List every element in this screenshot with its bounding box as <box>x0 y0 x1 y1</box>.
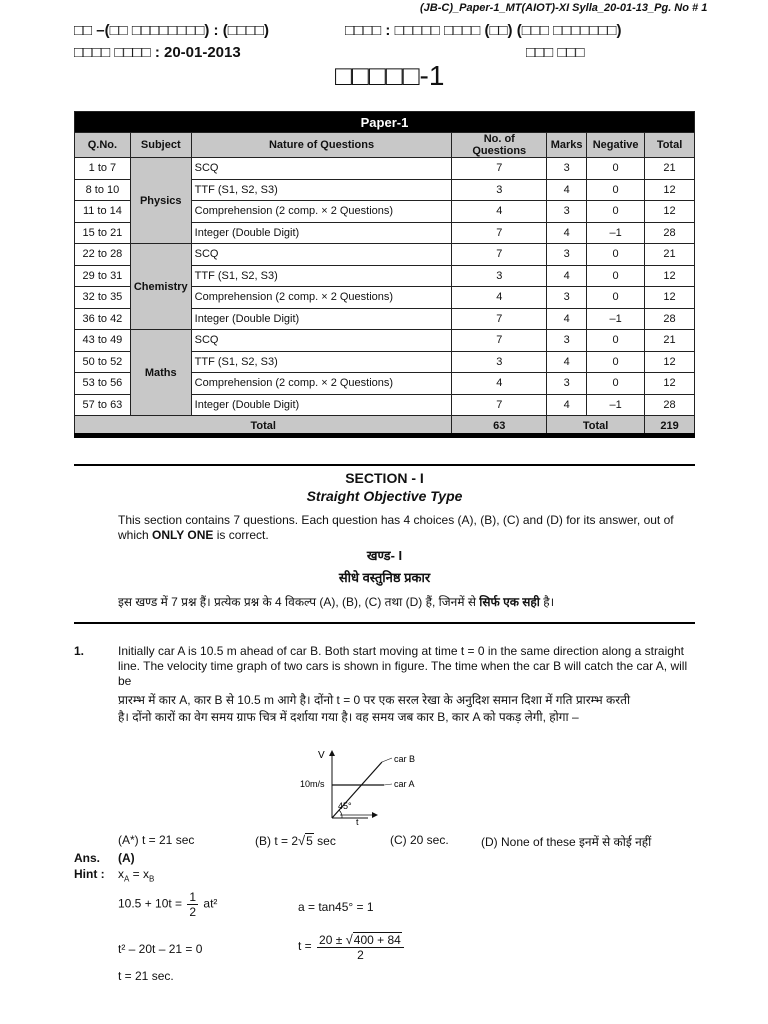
cell-negative: 0 <box>587 265 645 287</box>
option-a: (A*) t = 21 sec <box>118 833 195 847</box>
cell-nature: SCQ <box>191 330 452 352</box>
answer-label: Ans. <box>74 851 101 865</box>
cell-no-questions: 3 <box>452 351 547 373</box>
cell-subject: Physics <box>130 158 191 244</box>
cell-no-questions: 7 <box>452 222 547 244</box>
cell-no-questions: 3 <box>452 265 547 287</box>
instructions-en-line1: This section contains 7 questions. Each question has 4 choices (A), (B), (C) and (D) for its answer, out of <box>118 513 674 527</box>
cell-qno: 15 to 21 <box>75 222 131 244</box>
cell-subject: Maths <box>130 330 191 416</box>
cell-negative: 0 <box>587 158 645 180</box>
cell-negative: 0 <box>587 351 645 373</box>
cell-total: 21 <box>645 158 695 180</box>
cell-no-questions: 4 <box>452 201 547 223</box>
section-divider-top <box>74 464 695 466</box>
cell-qno: 32 to 35 <box>75 287 131 309</box>
paper-pattern-table <box>74 111 695 438</box>
cell-marks: 3 <box>547 244 587 266</box>
section-title-hindi: खण्ड- I <box>366 548 403 563</box>
cell-no-questions: 3 <box>452 179 547 201</box>
cell-qno: 57 to 63 <box>75 394 131 416</box>
table-row <box>75 158 695 180</box>
cell-nature: TTF (S1, S2, S3) <box>191 351 452 373</box>
cell-no-questions: 7 <box>452 158 547 180</box>
header-date: □□□□ □□□□ : 20-01-2013 <box>74 44 241 61</box>
cell-nature: TTF (S1, S2, S3) <box>191 179 452 201</box>
hint-acceleration: a = tan45° = 1 <box>298 900 374 914</box>
cell-total: 28 <box>645 308 695 330</box>
section-instructions-hindi: इस खण्ड में 7 प्रश्न हैं। प्रत्येक प्रश्न के 4 विकल्प (A), (B), (C) तथा (D) हैं, जिनमें से सिर्फ एक सही है। <box>118 595 555 609</box>
cell-marks: 3 <box>547 373 587 395</box>
cell-total: 12 <box>645 351 695 373</box>
paper-title: □□□□□-1 <box>335 60 445 91</box>
answer-value: (A) <box>118 851 135 865</box>
cell-no-questions: 4 <box>452 287 547 309</box>
table-row <box>75 330 695 352</box>
cell-total: 28 <box>645 222 695 244</box>
total-marks: 219 <box>645 416 695 438</box>
cell-total: 12 <box>645 265 695 287</box>
cell-qno: 53 to 56 <box>75 373 131 395</box>
cell-negative: –1 <box>587 308 645 330</box>
header-left-line1: □□ –(□□ □□□□□□□□) : (□□□□) <box>74 22 269 39</box>
velocity-time-graph <box>296 746 426 826</box>
option-d: (D) None of these इनमें से कोई नहीं <box>481 835 652 849</box>
question-number: 1. <box>74 644 85 658</box>
section-subtitle: Straight Objective Type <box>306 488 463 504</box>
cell-nature: Comprehension (2 comp. × 2 Questions) <box>191 373 452 395</box>
hint-line1: $x_A = x_B$ <box>118 867 155 884</box>
cell-nature: Integer (Double Digit) <box>191 308 452 330</box>
angle-arc <box>339 810 342 818</box>
question-text-en: Initially car A is 10.5 m ahead of car B. Both start moving at time t = 0 in the same direction along a straight line. The velocity time graph of two cars is shown in figure. The time when the car B will catch the car A, will be <box>118 644 688 688</box>
cell-marks: 4 <box>547 351 587 373</box>
col-header-negative: Negative <box>587 133 645 158</box>
angle-label: 45° <box>338 801 352 811</box>
cell-no-questions: 7 <box>452 394 547 416</box>
cell-marks: 3 <box>547 287 587 309</box>
cell-marks: 4 <box>547 222 587 244</box>
cell-marks: 4 <box>547 179 587 201</box>
cell-nature: Integer (Double Digit) <box>191 222 452 244</box>
cell-negative: 0 <box>587 244 645 266</box>
total-label: Total <box>75 416 452 438</box>
cell-negative: –1 <box>587 222 645 244</box>
header-right-line2: □□□ □□□ <box>526 44 585 61</box>
cell-qno: 29 to 31 <box>75 265 131 287</box>
cell-nature: SCQ <box>191 158 452 180</box>
table-caption: Paper-1 <box>75 112 695 133</box>
cell-negative: –1 <box>587 394 645 416</box>
col-header-nature: Nature of Questions <box>191 133 452 158</box>
t-axis-label: t <box>356 817 359 826</box>
cell-marks: 4 <box>547 308 587 330</box>
section-title: SECTION - I <box>345 470 424 486</box>
table-row <box>75 244 695 266</box>
col-header-total: Total <box>645 133 695 158</box>
cell-total: 21 <box>645 330 695 352</box>
v-axis-arrow <box>329 750 335 756</box>
cell-qno: 1 to 7 <box>75 158 131 180</box>
cell-qno: 50 to 52 <box>75 351 131 373</box>
cell-nature: TTF (S1, S2, S3) <box>191 265 452 287</box>
cell-negative: 0 <box>587 373 645 395</box>
cell-total: 12 <box>645 287 695 309</box>
document-reference: (JB-C)_Paper-1_MT(AIOT)-XI Sylla_20-01-13_Pg. No # 1 <box>420 2 708 14</box>
cell-qno: 36 to 42 <box>75 308 131 330</box>
cell-qno: 8 to 10 <box>75 179 131 201</box>
cell-marks: 3 <box>547 201 587 223</box>
col-header-subject: Subject <box>130 133 191 158</box>
cell-total: 21 <box>645 244 695 266</box>
car-a-label: car A <box>394 779 415 789</box>
hint-label: Hint : <box>74 867 105 881</box>
cell-subject: Chemistry <box>130 244 191 330</box>
option-b: (B) t = 2√5 sec <box>255 833 336 848</box>
hint-quadratic-solution: t = $\frac{20 \pm √400 + 84}{2}$ <box>298 932 406 962</box>
table-body <box>75 158 695 416</box>
header-right-line1: □□□□ : □□□□□ □□□□ (□□) (□□□ □□□□□□□) <box>345 22 622 39</box>
hint-line2: 10.5 + 10t = $\frac{1}{2}$ at² <box>118 890 218 919</box>
total-label-2: Total <box>547 416 645 438</box>
section-instructions-en <box>118 513 695 543</box>
option-c: (C) 20 sec. <box>390 833 449 847</box>
cell-total: 12 <box>645 201 695 223</box>
total-questions: 63 <box>452 416 547 438</box>
instructions-en-line2: which ONLY ONE is correct. <box>118 528 269 542</box>
hint-line3: t² – 20t – 21 = 0 <box>118 942 203 956</box>
cell-qno: 22 to 28 <box>75 244 131 266</box>
col-header-marks: Marks <box>547 133 587 158</box>
cell-no-questions: 4 <box>452 373 547 395</box>
cell-nature: Comprehension (2 comp. × 2 Questions) <box>191 287 452 309</box>
cell-no-questions: 7 <box>452 308 547 330</box>
cell-negative: 0 <box>587 287 645 309</box>
cell-qno: 11 to 14 <box>75 201 131 223</box>
v-tick-label: 10m/s <box>300 779 325 789</box>
col-header-no-questions: No. of Questions <box>452 133 547 158</box>
car-a-leader <box>384 784 392 785</box>
cell-qno: 43 to 49 <box>75 330 131 352</box>
car-b-label: car B <box>394 754 416 764</box>
cell-marks: 3 <box>547 330 587 352</box>
cell-no-questions: 7 <box>452 330 547 352</box>
cell-negative: 0 <box>587 179 645 201</box>
cell-total: 12 <box>645 373 695 395</box>
cell-marks: 4 <box>547 394 587 416</box>
col-header-qno: Q.No. <box>75 133 131 158</box>
car-b-leader <box>382 758 392 762</box>
v-axis-label: V <box>318 750 325 761</box>
cell-total: 28 <box>645 394 695 416</box>
cell-total: 12 <box>645 179 695 201</box>
cell-nature: SCQ <box>191 244 452 266</box>
table-bottom-bar <box>74 433 695 438</box>
cell-negative: 0 <box>587 201 645 223</box>
t-arrow-head <box>372 812 378 818</box>
cell-no-questions: 7 <box>452 244 547 266</box>
cell-negative: 0 <box>587 330 645 352</box>
section-divider-bottom <box>74 622 695 624</box>
cell-marks: 4 <box>547 265 587 287</box>
cell-nature: Integer (Double Digit) <box>191 394 452 416</box>
question-text-hindi: प्रारम्भ में कार A, कार B से 10.5 m आगे है। दोंनो t = 0 पर एक सरल रेखा के अनुदिश समान दिशा में गति प्रारम्भ करती है। दोंनो कारों का वेग समय ग्राफ चित्र में दर्शाया गया है। वह समय जब कार B, कार A को पकड़ लेगी, होगा – <box>118 693 631 724</box>
section-subtitle-hindi: सीधे वस्तुनिष्ठ प्रकार <box>338 570 431 585</box>
cell-nature: Comprehension (2 comp. × 2 Questions) <box>191 201 452 223</box>
hint-line4: t = 21 sec. <box>118 969 174 983</box>
cell-marks: 3 <box>547 158 587 180</box>
